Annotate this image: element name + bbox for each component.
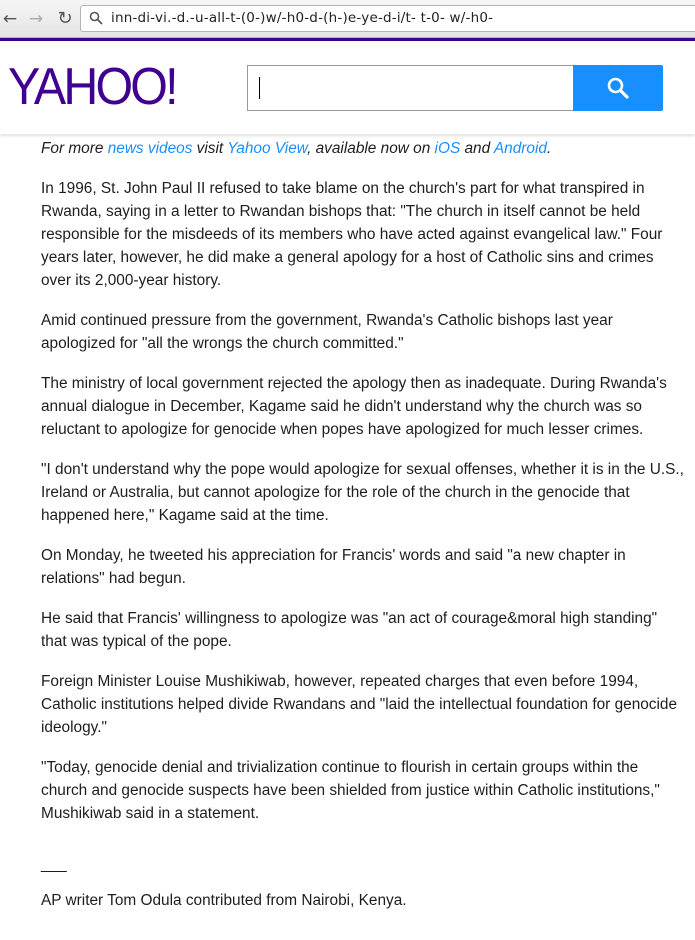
site-header: [0, 38, 695, 134]
news-videos-link[interactable]: news videos: [107, 140, 193, 157]
yahoo-logo[interactable]: YAHOO!: [8, 58, 176, 116]
forward-arrow-icon[interactable]: →: [28, 9, 44, 29]
reload-icon[interactable]: ↻: [57, 8, 73, 29]
promo-text: , available now on: [307, 140, 435, 157]
article-paragraph: The ministry of local government rejected the apology then as inadequate. During Rwanda's annual dialogue in December, Kagame said he didn't understand why the church was so reluctant to apologize for genocide when popes have apologized for much lesser crimes.: [41, 375, 667, 438]
article-paragraph: Amid continued pressure from the government, Rwanda's Catholic bishops last year apologized for "all the wrongs the church committed.": [41, 312, 613, 352]
address-bar[interactable]: [80, 5, 695, 32]
article-body: [41, 137, 686, 929]
search-icon: [89, 11, 103, 25]
article-paragraph: He said that Francis' willingness to apologize was "an act of courage&moral high standing" that was typical of the pope.: [41, 610, 658, 650]
article-paragraph: "I don't understand why the pope would apologize for sexual offenses, whether it is in the U.S., Ireland or Australia, but cannot apologize for the role of the church in the genocide that happened here," Kagame said at the time.: [41, 461, 684, 524]
article-credit: AP writer Tom Odula contributed from Nairobi, Kenya.: [41, 892, 407, 909]
article-separator: ___: [41, 856, 67, 873]
android-link[interactable]: Android: [493, 140, 547, 157]
article-paragraph: "Today, genocide denial and trivialization continue to flourish in certain groups within the church and genocide suspects have been shielded from justice within Catholic institutions," Mushikiwab said in a statement.: [41, 759, 660, 822]
search-input[interactable]: [247, 65, 575, 111]
article-paragraph: In 1996, St. John Paul II refused to take blame on the church's part for what transpired in Rwanda, saying in a letter to Rwandan bishops that: "The church in itself cannot be held responsible for the misdeeds of its members who have acted against evangelical law." Four years later, however, he did make a general apology for a host of Catholic sins and crimes over its 2,000-year history.: [41, 180, 663, 289]
promo-text: and: [460, 140, 494, 157]
promo-prefix: For more: [41, 140, 108, 157]
browser-toolbar: [0, 0, 695, 38]
promo-line: [41, 137, 686, 160]
text-cursor: [259, 77, 260, 99]
article-paragraph: Foreign Minister Louise Mushikiwab, however, repeated charges that even before 1994, Catholic institutions helped divide Rwandans and "laid the intellectual foundation for genocide ideology.": [41, 673, 678, 736]
url-text[interactable]: inn-di-vi.-d.-u-all-t-(0-)w/-h0-d-(h-)e-ye-d-i/t- t-0- w/-h0-: [111, 10, 494, 26]
promo-suffix: .: [546, 140, 552, 157]
search-icon: [607, 77, 629, 99]
ios-link[interactable]: iOS: [434, 140, 461, 157]
search-button[interactable]: [573, 65, 663, 111]
promo-text: visit: [192, 140, 228, 157]
article-paragraph: On Monday, he tweeted his appreciation for Francis' words and said "a new chapter in relations" had begun.: [41, 547, 626, 587]
yahoo-view-link[interactable]: Yahoo View: [227, 140, 308, 157]
back-arrow-icon[interactable]: ←: [2, 9, 18, 29]
